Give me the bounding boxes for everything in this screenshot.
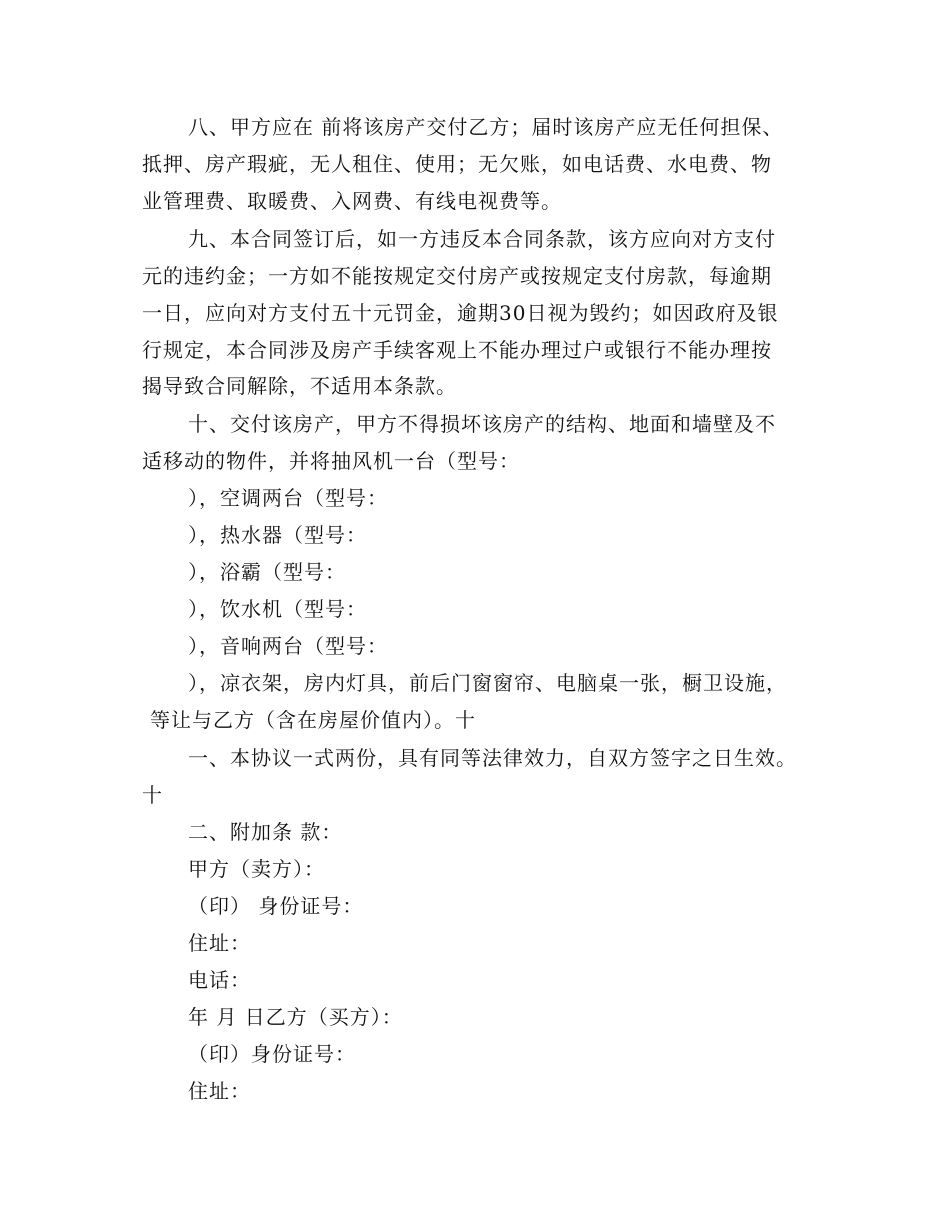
- clause-12-prefix: 十: [142, 783, 163, 807]
- item-water-heater: ），热水器（型号：: [188, 523, 367, 547]
- clause-9-line-4: 行规定，本合同涉及房产手续客观上不能办理过户或银行不能办理按: [142, 338, 772, 362]
- clause-8-line-2: 抵押、房产瑕疵，无人租住、使用；无欠账，如电话费、水电费、物: [142, 152, 772, 176]
- clause-8-line-1: 八、甲方应在 前将该房产交付乙方；届时该房产应无任何担保、: [188, 115, 784, 139]
- clause-8-line-3: 业管理费、取暖费、入网费、有线电视费等。: [142, 189, 562, 213]
- party-a-phone: 电话：: [188, 968, 251, 992]
- clause-10-line-2: 适移动的物件，并将抽风机一台（型号：: [142, 449, 520, 473]
- item-speakers: ），音响两台（型号：: [188, 634, 388, 658]
- clause-10-line-1: 十、交付该房产，甲方不得损坏该房产的结构、地面和墙壁及不: [188, 412, 776, 436]
- party-b-address: 住址：: [188, 1079, 251, 1103]
- party-a-label: 甲方（卖方）：: [188, 857, 325, 881]
- party-a-seal-id: （印） 身份证号：: [188, 894, 364, 918]
- clause-10-line-last: 等让与乙方（含在房屋价值内）。十: [150, 708, 476, 732]
- party-b-seal-id: （印）身份证号：: [188, 1042, 356, 1066]
- clause-9-line-1: 九、本合同签订后，如一方违反本合同条款，该方应向对方支付: [188, 227, 776, 251]
- item-bath-heater: ），浴霸（型号：: [188, 560, 346, 584]
- clause-9-line-5: 揭导致合同解除，不适用本条款。: [142, 374, 457, 398]
- item-other-fixtures: ），凉衣架，房内灯具，前后门窗窗帘、电脑桌一张，橱卫设施，: [188, 671, 787, 695]
- date-party-b-label: 年 月 日乙方（买方）：: [188, 1005, 403, 1029]
- clause-11-line-1: 一、本协议一式两份，具有同等法律效力，自双方签字之日生效。: [188, 746, 797, 770]
- party-a-address: 住址：: [188, 931, 251, 955]
- item-air-conditioner: ），空调两台（型号：: [188, 486, 388, 510]
- clause-9-line-3: 一日，应向对方支付五十元罚金，逾期30日视为毁约；如因政府及银: [142, 301, 779, 325]
- item-water-dispenser: ），饮水机（型号：: [188, 597, 367, 621]
- clause-12-line: 二、附加条 款：: [188, 820, 343, 844]
- clause-9-line-2: 元的违约金；一方如不能按规定交付房产或按规定支付房款，每逾期: [142, 264, 772, 288]
